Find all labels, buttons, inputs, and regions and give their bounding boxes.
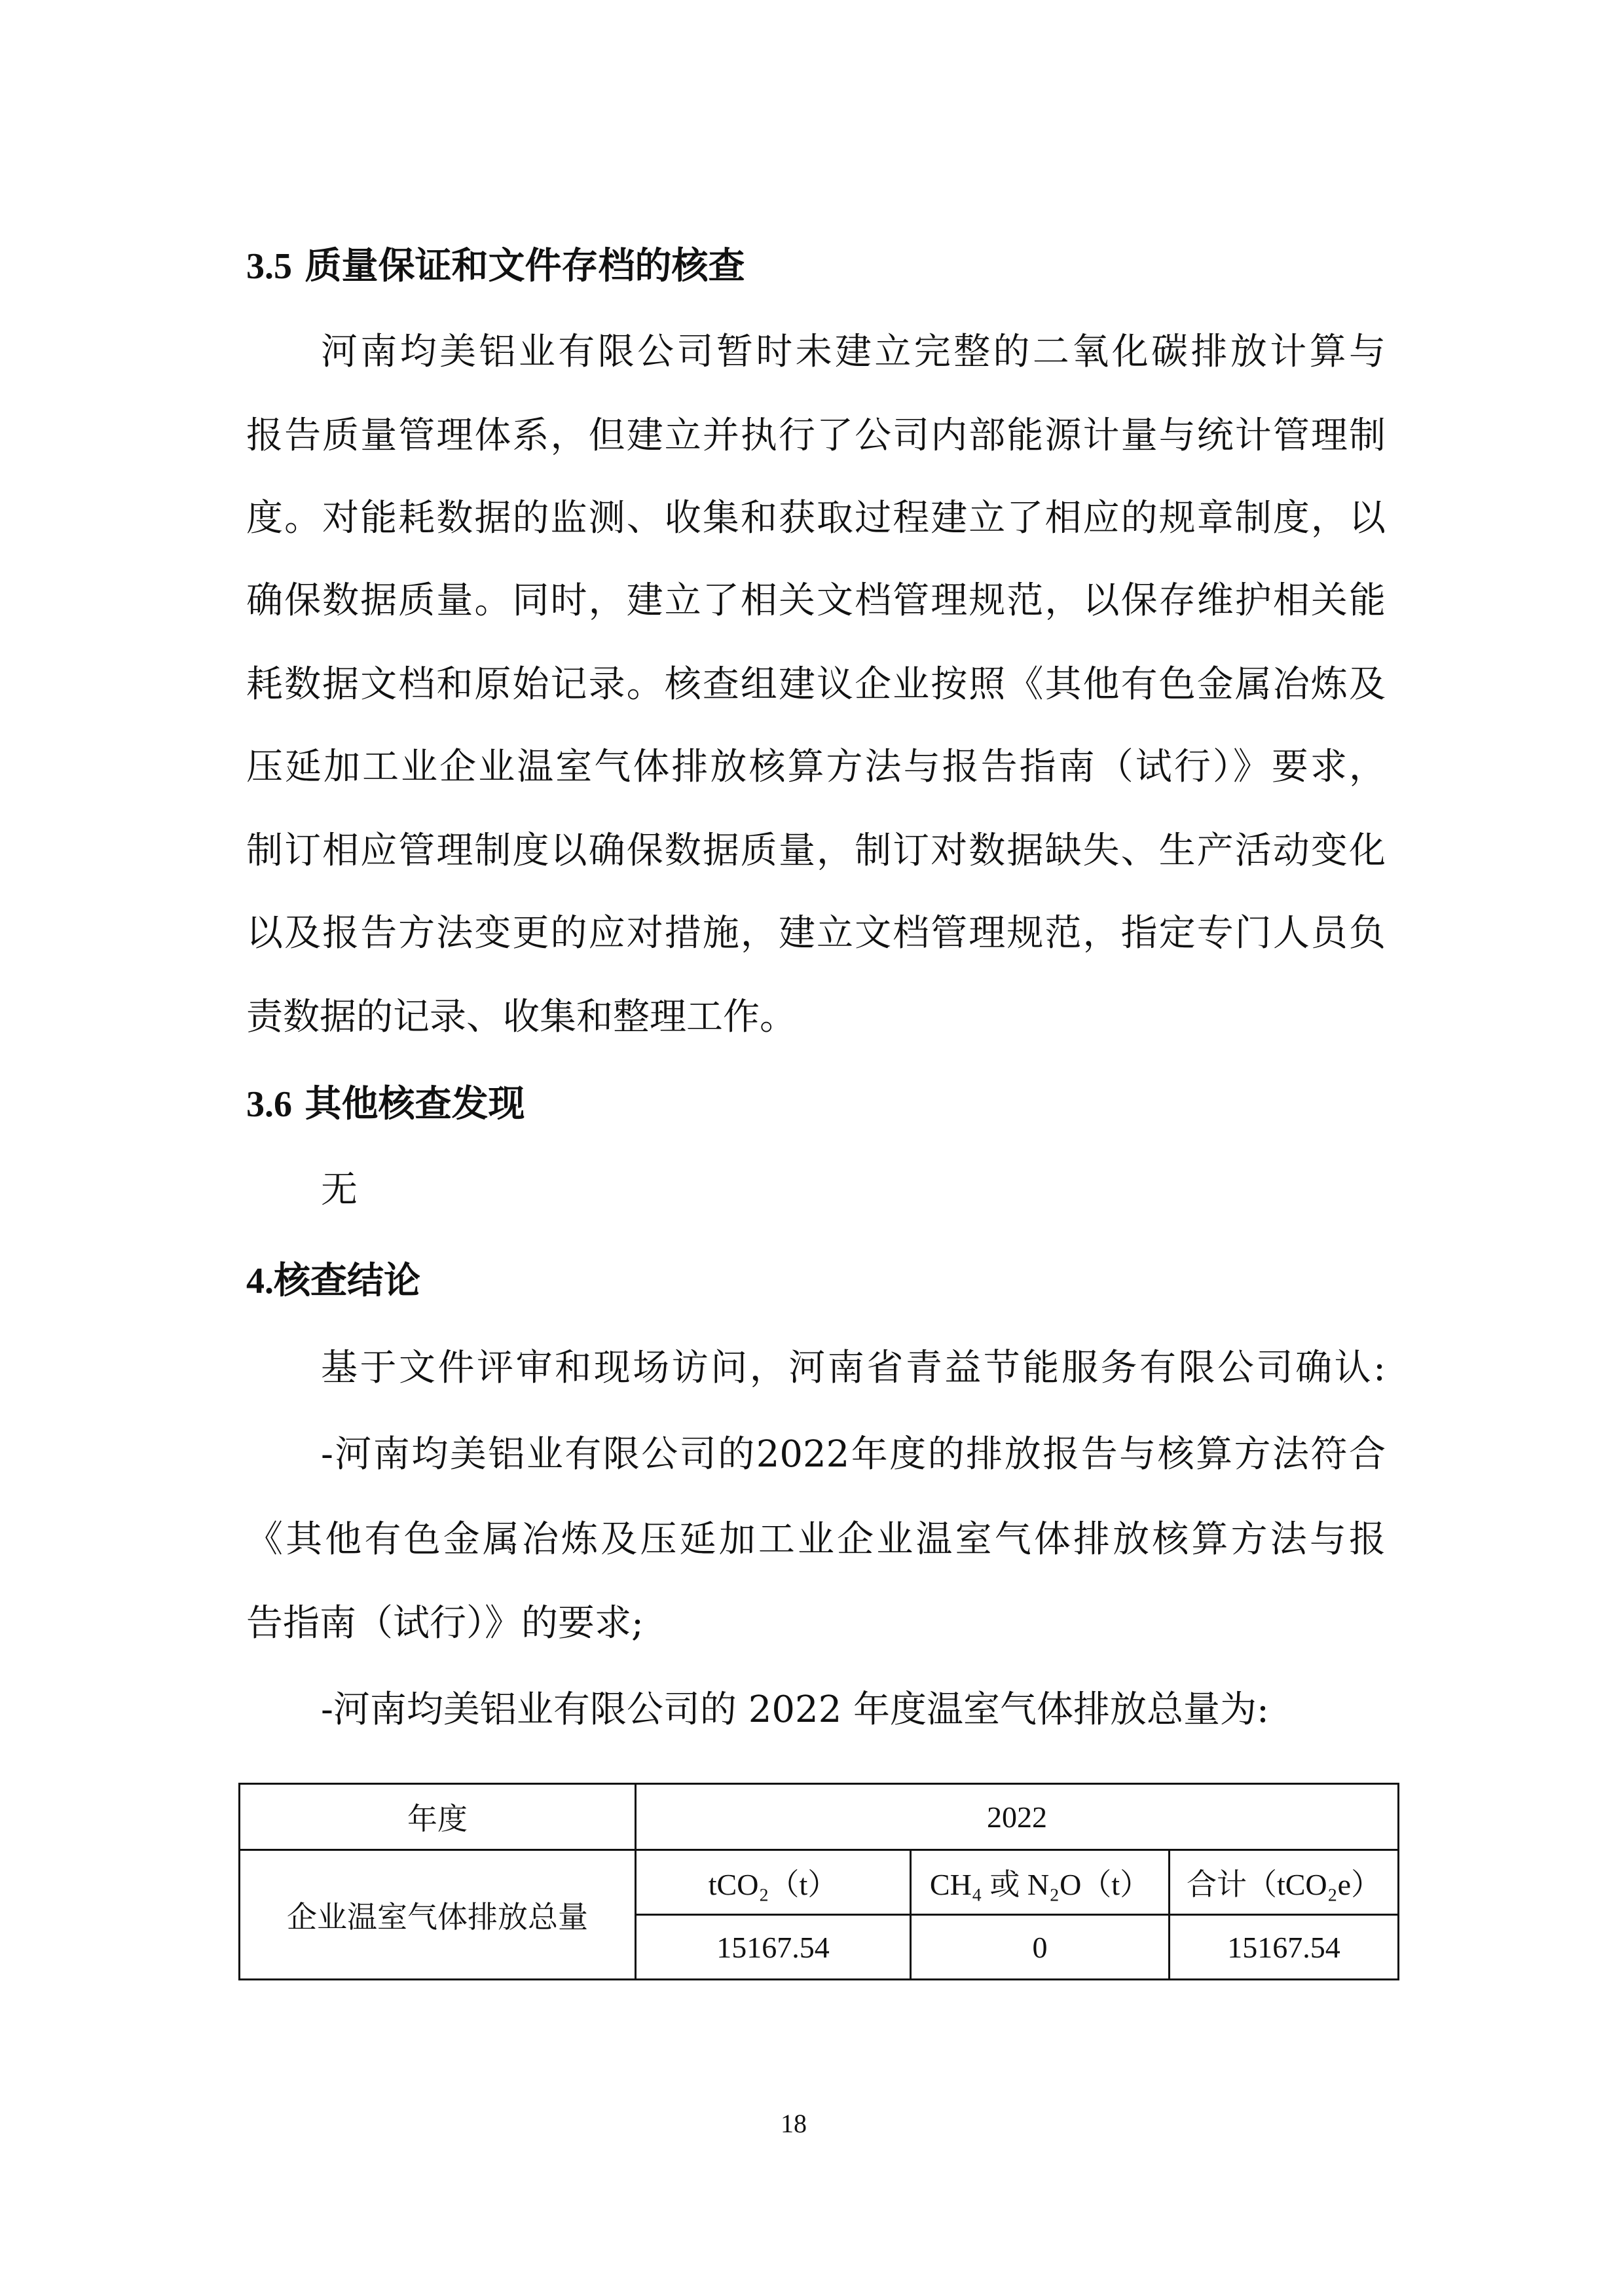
table-row [240,1784,1399,1850]
table-row [240,1850,1399,1915]
co2-header-cell: tCO₂（t） [636,1850,911,1915]
co2-value-cell: 15167.54 [636,1915,911,1980]
section-3-5-line: 河南均美铝业有限公司暂时未建立完整的二氧化碳排放计算与 [321,331,1386,373]
emissions-summary-table [238,1783,1399,1980]
section-3-6-heading [246,1082,525,1125]
conclusion-point-1-line: 《其他有色金属冶炼及压延加工业企业温室气体排放核算方法与报 [246,1518,1386,1561]
section-3-5-title: 质量保证和文件存档的核查 [304,244,745,287]
conclusion-point-1-line: 告指南（试行）》的要求; [246,1602,644,1645]
section-3-5-heading [246,244,745,287]
total-header-cell: 合计（tCO₂e） [1170,1850,1399,1915]
ch4-n2o-header-cell: CH₄ 或 N₂O（t） [911,1850,1170,1915]
section-3-6-title: 其他核查发现 [304,1082,525,1125]
section-3-5-line: 压延加工业企业温室气体排放核算方法与报告指南（试行）》要求， [246,746,1386,788]
section-3-6-number: 3.6 [246,1084,292,1125]
conclusion-intro: 基于文件评审和现场访问，河南省青益节能服务有限公司确认: [321,1347,1386,1389]
section-3-5-line: 报告质量管理体系，但建立并执行了公司内部能源计量与统计管理制 [246,414,1386,457]
total-value-cell: 15167.54 [1170,1915,1399,1980]
section-4-title: 核查结论 [274,1259,420,1302]
section-4-number: 4. [246,1261,274,1302]
section-4-heading [246,1259,420,1302]
year-value-cell: 2022 [636,1784,1399,1850]
section-3-5-number: 3.5 [246,246,292,287]
section-3-5-line: 确保数据质量。同时，建立了相关文档管理规范，以保存维护相关能 [246,579,1386,622]
section-3-5-line: 以及报告方法变更的应对措施，建立文档管理规范，指定专门人员负 [246,912,1386,955]
ch4-n2o-value-cell: 0 [911,1915,1170,1980]
section-3-5-line: 度。对能耗数据的监测、收集和获取过程建立了相应的规章制度，以 [246,497,1386,539]
section-3-6-body: 无 [321,1169,358,1211]
total-emissions-label-cell: 企业温室气体排放总量 [240,1850,636,1980]
conclusion-point-1-line: -河南均美铝业有限公司的2022年度的排放报告与核算方法符合 [321,1433,1386,1476]
year-header-cell: 年度 [240,1784,636,1850]
section-3-5-line: 耗数据文档和原始记录。核查组建议企业按照《其他有色金属冶炼及 [246,663,1386,706]
section-3-5-line: 责数据的记录、收集和整理工作。 [246,996,796,1038]
conclusion-point-2: -河南均美铝业有限公司的 2022 年度温室气体排放总量为: [321,1688,1269,1731]
section-3-5-line: 制订相应管理制度以确保数据质量，制订对数据缺失、生产活动变化 [246,829,1386,872]
page-number: 18 [781,2109,807,2138]
